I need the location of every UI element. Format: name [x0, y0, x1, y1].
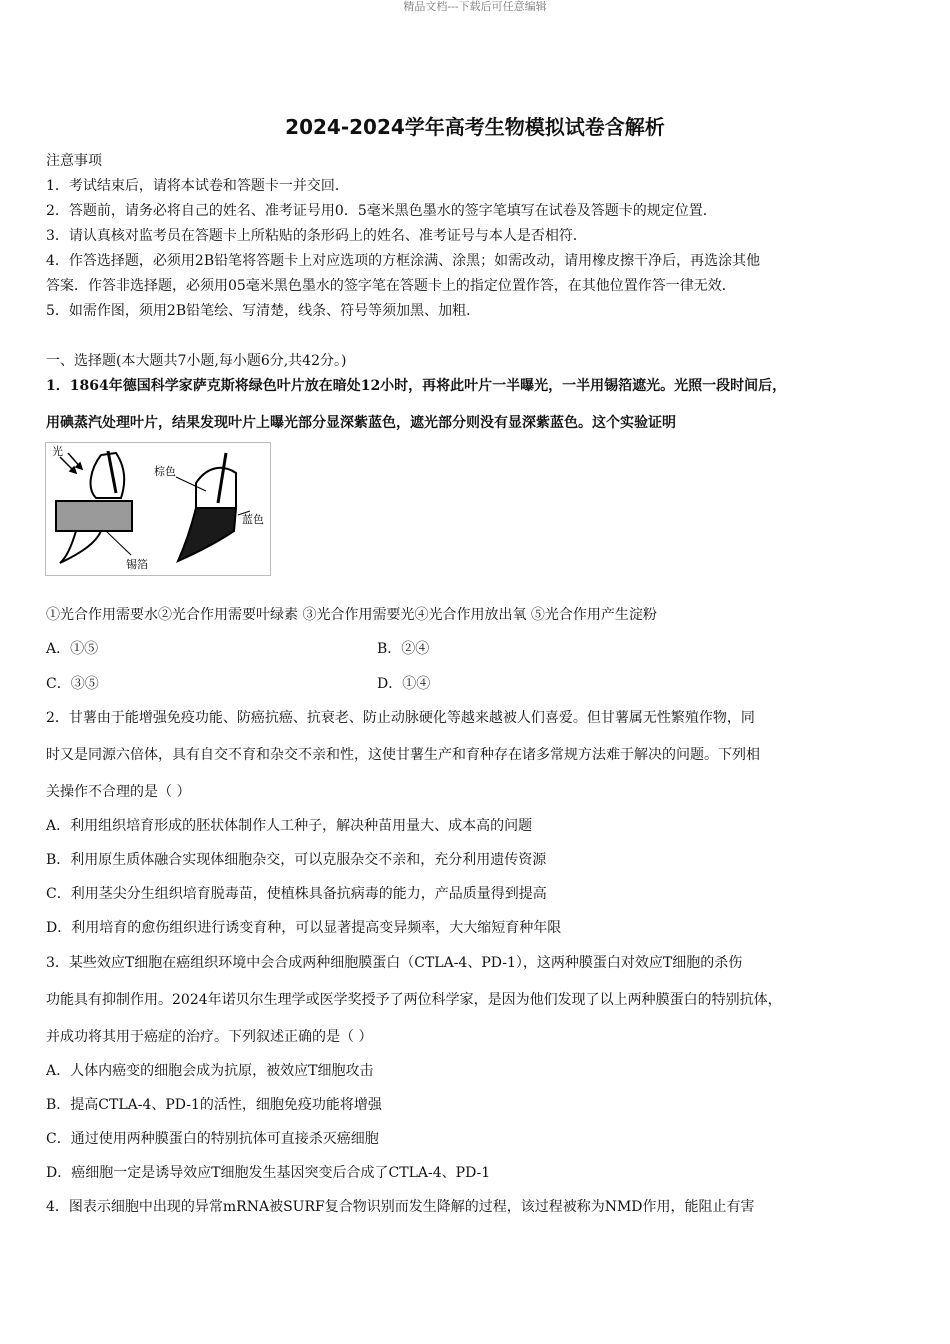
- leaf-experiment-diagram: [46, 443, 270, 575]
- q1-text-line-1: 1．1864年德国科学家萨克斯将绿色叶片放在暗处12小时，再将此叶片一半曝光，一半用锡箔遮光。光照一段时间后，: [46, 378, 787, 394]
- leaf-right-top: [196, 468, 236, 508]
- q4-text-line-1: 4．图表示细胞中出现的异常mRNA被SURF复合物识别而发生降解的过程，该过程被称为NMD作用，能阻止有害: [46, 1199, 755, 1215]
- light-rays-icon: [60, 453, 82, 473]
- q3-text-line-1: 3．某些效应T细胞在癌组织环境中会合成两种细胞膜蛋白（CTLA-4、PD-1），这两种膜蛋白对效应T细胞的杀伤: [46, 955, 743, 971]
- q1-option-a[interactable]: A．①⑤: [46, 641, 99, 657]
- label-brown: 棕色: [154, 465, 176, 478]
- q2-text-line-2: 时又是同源六倍体，具有自交不育和杂交不亲和性，这使甘薯生产和育种存在诸多常规方法难于解决的问题。下列相: [46, 747, 760, 763]
- leaf-left-top: [91, 453, 125, 498]
- q1-leaf-figure: [45, 442, 271, 576]
- q2-text-line-3: 关操作不合理的是（ ）: [46, 784, 191, 800]
- q2-text-line-1: 2．甘薯由于能增强免疫功能、防癌抗癌、抗衰老、防止动脉硬化等越来越被人们喜爱。但甘薯属无性繁殖作物，同: [46, 710, 755, 726]
- q3-text-line-2: 功能具有抑制作用。2024年诺贝尔生理学或医学奖授予了两位科学家，是因为他们发现了以上两种膜蛋白的特别抗体，: [46, 992, 782, 1008]
- q3-text-line-3: 并成功将其用于癌症的治疗。下列叙述正确的是（ ）: [46, 1029, 373, 1045]
- q1-option-d[interactable]: D．①④: [377, 676, 431, 692]
- watermark-header: 精品文档---下载后可任意编辑: [403, 0, 547, 13]
- notice-item-4-cont: 答案．作答非选择题，必须用05毫米黑色墨水的签字笔在答题卡上的指定位置作答，在其他位置作答一律无效．: [46, 278, 736, 294]
- leaf-right-bottom: [178, 508, 236, 561]
- tin-foil-band: [56, 501, 132, 531]
- label-blue: 蓝色: [242, 513, 264, 526]
- notice-item-4: 4．作答选择题，必须用2B铅笔将答题卡上对应选项的方框涂满、涂黑；如需改动，请用橡皮擦干净后，再选涂其他: [46, 253, 761, 269]
- q1-statements: ①光合作用需要水②光合作用需要叶绿素 ③光合作用需要光④光合作用放出氧 ⑤光合作用产生淀粉: [46, 607, 657, 623]
- q3-option-b[interactable]: B．提高CTLA-4、PD-1的活性，细胞免疫功能将增强: [46, 1097, 382, 1113]
- q1-options-row-2: [46, 674, 906, 694]
- q1-option-b[interactable]: B．②④: [377, 641, 430, 657]
- q2-option-a[interactable]: A．利用组织培育形成的胚状体制作人工种子，解决种苗用量大、成本高的问题: [46, 818, 533, 834]
- label-foil: 锡箔: [126, 558, 148, 571]
- q2-option-b[interactable]: B．利用原生质体融合实现体细胞杂交，可以克服杂交不亲和，充分利用遗传资源: [46, 852, 547, 868]
- section-heading: 一、选择题(本大题共7小题,每小题6分,共42分。): [46, 353, 347, 369]
- q2-option-c[interactable]: C．利用茎尖分生组织培育脱毒苗，使植株具备抗病毒的能力，产品质量得到提高: [46, 886, 547, 902]
- q1-option-c[interactable]: C．③⑤: [46, 676, 99, 692]
- q1-text-line-2: 用碘蒸汽处理叶片，结果发现叶片上曝光部分显深紫蓝色，遮光部分则没有显深紫蓝色。这个实验证明: [46, 415, 676, 431]
- page-title: 2024-2024学年高考生物模拟试卷含解析: [285, 115, 665, 139]
- label-light: 光: [52, 445, 63, 458]
- notice-item-3: 3．请认真核对监考员在答题卡上所粘贴的条形码上的姓名、准考证号与本人是否相符．: [46, 228, 587, 244]
- notice-item-1: 1．考试结束后，请将本试卷和答题卡一并交回．: [46, 178, 349, 194]
- q2-option-d[interactable]: D．利用培育的愈伤组织进行诱变育种，可以显著提高变异频率，大大缩短育种年限: [46, 920, 562, 936]
- q3-option-d[interactable]: D．癌细胞一定是诱导效应T细胞发生基因突变后合成了CTLA-4、PD-1: [46, 1165, 491, 1181]
- q3-option-c[interactable]: C．通过使用两种膜蛋白的特别抗体可直接杀灭癌细胞: [46, 1131, 379, 1147]
- notice-item-2: 2．答题前，请务必将自己的姓名、准考证号用0．5毫米黑色墨水的签字笔填写在试卷及答题卡的规定位置．: [46, 203, 717, 219]
- q3-option-a[interactable]: A．人体内癌变的细胞会成为抗原，被效应T细胞攻击: [46, 1063, 374, 1079]
- q1-options-row-1: [46, 639, 906, 659]
- leaf-left-bottom: [60, 531, 101, 563]
- notice-heading: 注意事项: [46, 153, 102, 169]
- notice-item-5: 5．如需作图，须用2B铅笔绘、写清楚，线条、符号等须加黑、加粗．: [46, 303, 481, 319]
